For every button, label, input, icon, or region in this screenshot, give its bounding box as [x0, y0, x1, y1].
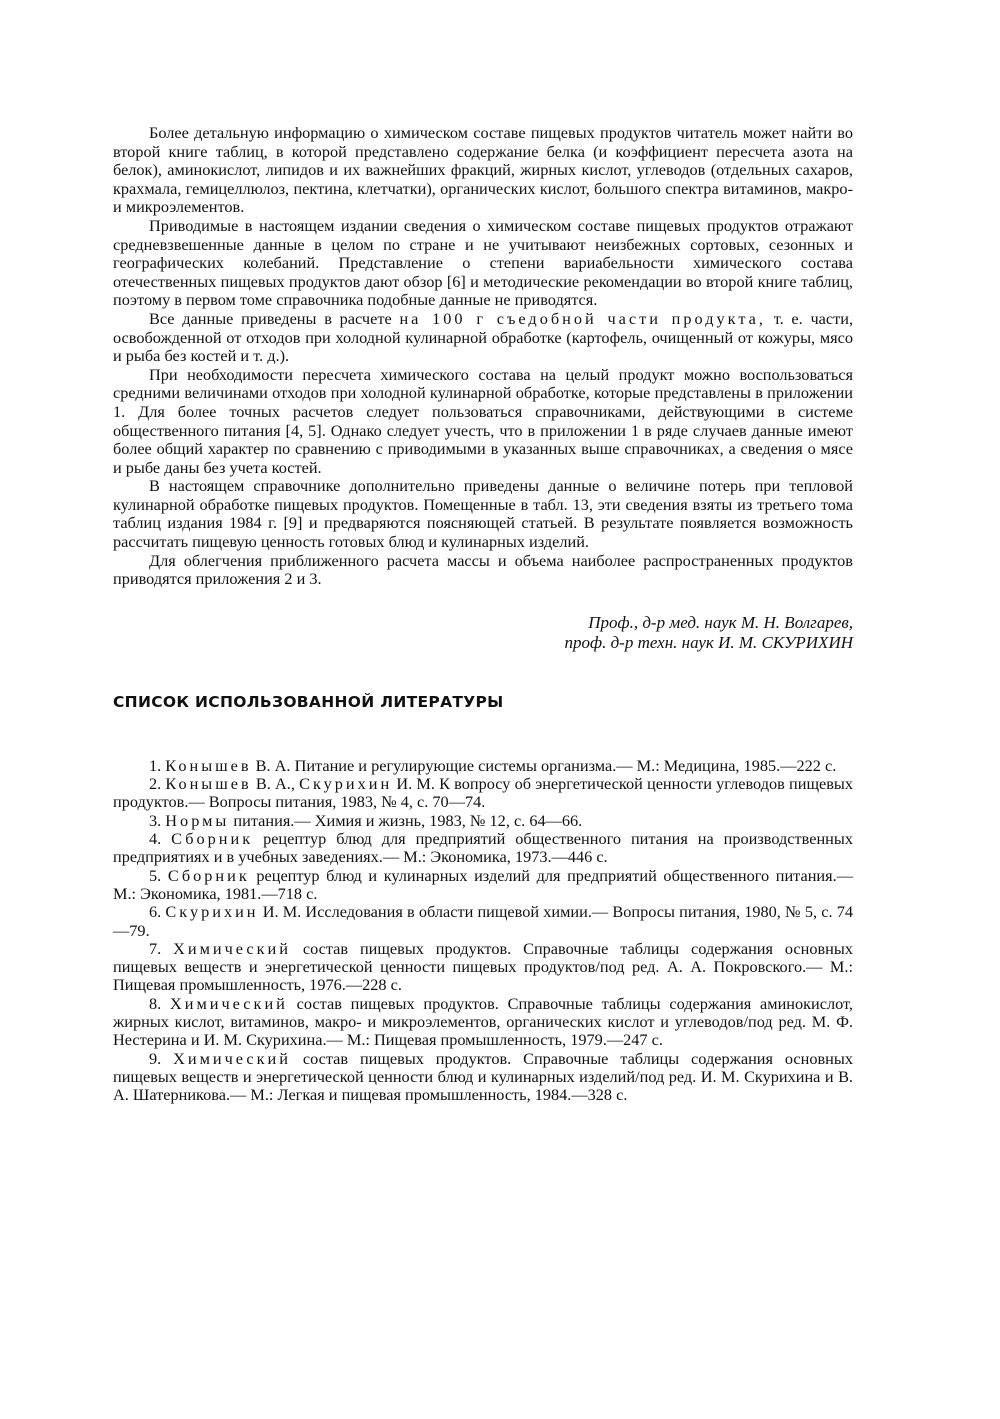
reference-item: [113, 812, 853, 830]
reference-item: [113, 757, 853, 775]
reference-author: Химический: [173, 1048, 291, 1068]
reference-number: 6.: [149, 902, 162, 922]
reference-author: Нормы: [165, 810, 230, 830]
reference-text: рецептур блюд для предприятий общественного питания на производственных предприятиях и в учебных заведениях.— М.: Экономика, 1973.—446 с.: [113, 829, 853, 867]
reference-author: Скурихин: [299, 774, 393, 794]
reference-text: И. М. К вопросу об энергетической ценности углеводов пищевых продуктов.— Вопросы питания, 1983, № 4, с. 70—74.: [113, 774, 853, 812]
reference-text: состав пищевых продуктов. Справочные таблицы содержания основных пищевых веществ и энергетической ценности блюд и кулинарных изделий/под ред. И. М. Скурихина и В. А. Шатерникова.— М.: Легкая и пищевая промышленность, 1984.—328 с.: [113, 1048, 853, 1105]
reference-text: В. А. Питание и регулирующие системы организма.— М.: Медицина, 1985.—222 с.: [255, 755, 837, 775]
paragraph-3: [113, 310, 853, 366]
paragraph-2: Приводимые в настоящем издании сведения о химическом составе пищевых продуктов отражают средневзвешенные данные в целом по стране и не учитывают неизбежных сортовых, сезонных и географических колебаний. Представление о степени вариабельности химического состава отечественных пищевых продуктов дают обзор [6] и методические рекомендации во второй книге таблиц, поэтому в первом томе справочника подобные данные не приводятся.: [113, 215, 853, 310]
signature-line-2: проф. д-р техн. наук И. М. СКУРИХИН: [564, 632, 853, 652]
reference-text: состав пищевых продуктов. Справочные таблицы содержания основных пищевых веществ и энергетической ценности пищевых продуктов/под ред. А. А. Покровского.— М.: Пищевая промышленность, 1976.—228 с.: [113, 938, 853, 995]
references-heading: СПИСОК ИСПОЛЬЗОВАННОЙ ЛИТЕРАТУРЫ: [113, 692, 504, 711]
signature-line-1: Проф., д-р мед. наук М. Н. Волгарев,: [588, 612, 853, 632]
signature: [113, 613, 853, 653]
reference-author: Сборник: [167, 865, 250, 885]
reference-number: 4.: [149, 829, 162, 849]
reference-number: 7.: [149, 938, 162, 958]
reference-item: [113, 1050, 853, 1105]
reference-text: питания.— Химия и жизнь, 1983, № 12, с. 64—66.: [233, 810, 583, 830]
reference-item: [113, 995, 853, 1050]
reference-number: 5.: [149, 865, 162, 885]
reference-text: состав пищевых продуктов. Справочные таблицы содержания аминокислот, жирных кислот, витаминов, макро- и микроэлементов, органических кислот и углеводов/под ред. М. Ф. Нестерина и И. М. Скурихина.— М.: Пищевая промышленность, 1979.—247 с.: [113, 993, 854, 1050]
reference-author: Конышев: [165, 774, 252, 794]
paragraph-3-pre: Все данные приведены в расчете: [149, 308, 392, 328]
reference-number: 1.: [149, 755, 162, 775]
reference-number: 9.: [149, 1048, 162, 1068]
references-list: [113, 757, 853, 1105]
reference-item: [113, 903, 853, 940]
reference-text: И. М. Исследования в области пищевой химии.— Вопросы питания, 1980, № 5, с. 74—79.: [113, 902, 854, 940]
reference-author: Конышев: [165, 755, 252, 775]
reference-initials: В. А.,: [255, 774, 295, 794]
reference-item: [113, 775, 853, 812]
paragraph-1: Более детальную информацию о химическом составе пищевых продуктов читатель может найти во второй книге таблиц, в которой представлено содержание белка (и коэффициент пересчета азота на белок), аминокислот, липидов и их важнейших фракций, жирных кислот, углеводов (отдельных сахаров, крахмала, гемицеллюлоз, пектина, клетчатки), органических кислот, большого спектра витаминов, макро- и микроэлементов.: [113, 123, 853, 217]
reference-number: 2.: [149, 774, 162, 794]
paragraph-3-post: т. е. части, освобожденной от отходов при холодной кулинарной обработке (картофель, очищенный от кожуры, мясо и рыба без костей и т. д.).: [113, 308, 854, 366]
reference-text: рецептур блюд и кулинарных изделий для предприятий общественного питания.— М.: Экономика, 1981.—718 с.: [113, 865, 853, 903]
paragraph-6: Для облегчения приближенного расчета массы и объема наиболее распространенных продуктов приводятся приложения 2 и 3.: [113, 550, 853, 589]
paragraph-3-spaced: на 100 г съедобной части продукта,: [399, 308, 766, 328]
reference-author: Химический: [170, 993, 288, 1013]
document-page: [113, 124, 853, 1104]
paragraph-5: В настоящем справочнике дополнительно приведены данные о величине потерь при тепловой кулинарной обработке пищевых продуктов. Помещенные в табл. 13, эти сведения взяты из третьего тома таблиц издания 1984 г. [9] и предваряются поясняющей статьей. В результате появляется возможность рассчитать пищевую ценность готовых блюд и кулинарных изделий.: [113, 476, 853, 552]
paragraph-4: При необходимости пересчета химического состава на целый продукт можно воспользоваться средними величинами отходов при холодной кулинарной обработке, которые представлены в приложении 1. Для более точных расчетов следует пользоваться справочниками, действующими в системе общественного питания [4, 5]. Однако следует учесть, что в приложении 1 в ряде случаев данные имеют более общий характер по сравнению с приводимыми в указанных выше справочниках, а сведения о мясе и рыбе даны без учета костей.: [113, 364, 853, 477]
reference-item: [113, 830, 853, 867]
reference-item: [113, 867, 853, 904]
reference-author: Химический: [173, 938, 291, 958]
reference-author: Скурихин: [165, 902, 259, 922]
reference-number: 3.: [149, 810, 162, 830]
reference-item: [113, 940, 853, 995]
reference-author: Сборник: [171, 829, 254, 849]
reference-number: 8.: [149, 993, 162, 1013]
